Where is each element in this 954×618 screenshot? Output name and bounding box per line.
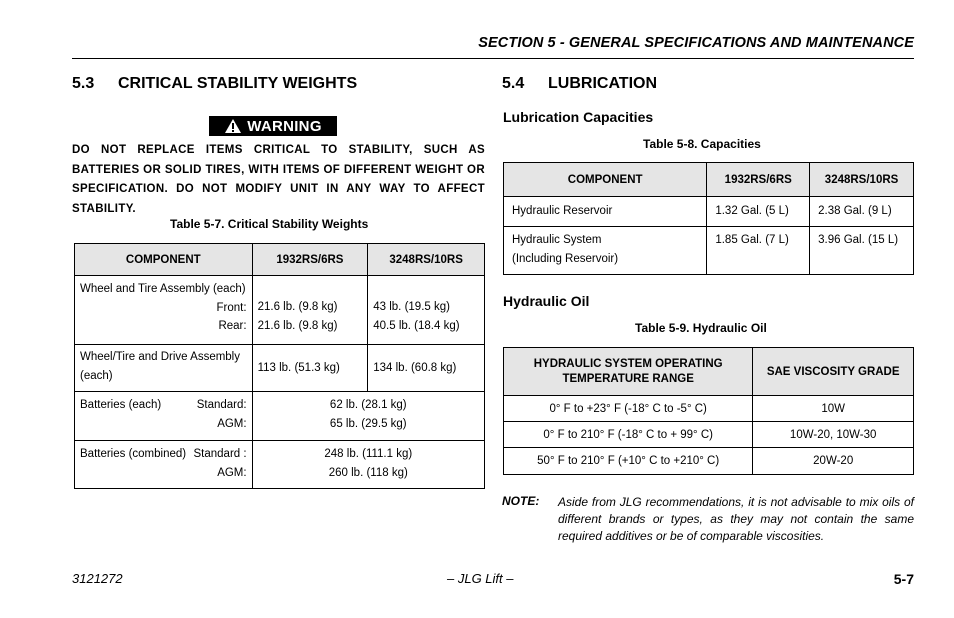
table-5-7-caption: Table 5-7. Critical Stability Weights (170, 217, 369, 231)
cell-value: 260 lb. (118 kg) (328, 466, 408, 479)
table-cell: 0° F to +23° F (-18° C to -5° C) (504, 396, 753, 422)
warning-text: DO NOT REPLACE ITEMS CRITICAL TO STABILITY, SUCH AS BATTERIES OR SOLID TIRES, WITH ITEMS OF DIFFERENT WEIGHT OR SPECIFICATION. DO NOT MODIFY UNIT IN ANY WAY TO AFFECT STABILITY. (72, 144, 485, 215)
header-line: HYDRAULIC SYSTEM OPERATING (533, 358, 723, 370)
cell-value: 1.32 Gal. (5 L) (715, 205, 789, 218)
col-header-3248rs: 3248RS/10RS (810, 163, 914, 197)
table-5-9-caption: Table 5-9. Hydraulic Oil (635, 321, 767, 335)
lubrication-capacities-heading: Lubrication Capacities (503, 109, 654, 125)
cell-value: Hydraulic System (512, 234, 602, 246)
section-title: LUBRICATION (548, 75, 658, 92)
table-cell (75, 441, 253, 489)
table-cell (252, 441, 484, 489)
header-line: TEMPERATURE RANGE (562, 373, 694, 385)
table-cell (252, 345, 368, 392)
table-5-8-caption: Table 5-8. Capacities (643, 137, 761, 151)
col-header-1932rs: 1932RS/6RS (252, 244, 368, 276)
table-row (504, 227, 914, 275)
page-number: 5-7 (893, 571, 914, 587)
col-header-1932rs: 1932RS/6RS (707, 163, 810, 197)
row-label: (each) (80, 369, 113, 382)
table-cell (504, 227, 707, 275)
table-cell (707, 227, 810, 275)
table-cell: 10W-20, 10W-30 (753, 422, 914, 448)
table-cell (75, 345, 253, 392)
cell-value: 134 lb. (60.8 kg) (373, 361, 457, 374)
capacities-table (503, 162, 914, 275)
footer-center-text: – JLG Lift – (447, 571, 514, 586)
standard-label: Standard: (196, 399, 247, 411)
document-number: 3121272 (72, 571, 123, 586)
hydraulic-oil-heading: Hydraulic Oil (503, 293, 590, 309)
table-row (75, 392, 485, 441)
cell-value: Hydraulic Reservoir (512, 205, 613, 218)
standard-label: Standard : (193, 448, 247, 460)
col-header-3248rs: 3248RS/10RS (368, 244, 485, 276)
cell-value: 2.38 Gal. (9 L) (818, 205, 892, 218)
warning-label: WARNING (247, 117, 322, 135)
section-number: 5.3 (72, 75, 95, 92)
table-cell (368, 345, 485, 392)
cell-value: (Including Reservoir) (512, 252, 619, 265)
cell-value: 65 lb. (29.5 kg) (329, 417, 407, 430)
table-row (75, 441, 485, 489)
section-heading-5-4 (502, 75, 657, 93)
cell-value: 21.6 lb. (9.8 kg) (257, 319, 338, 332)
row-label: Batteries (combined) (80, 448, 187, 460)
row-label: Wheel/Tire and Drive Assembly (80, 351, 240, 363)
hydraulic-oil-table (503, 347, 914, 475)
table-cell (810, 197, 914, 227)
table-cell (707, 197, 810, 227)
table-row (75, 276, 485, 345)
section-header: SECTION 5 - GENERAL SPECIFICATIONS AND MAINTENANCE (478, 35, 914, 51)
cell-value: 21.6 lb. (9.8 kg) (257, 301, 338, 313)
cell-value: 3.96 Gal. (15 L) (818, 234, 899, 246)
table-row (504, 197, 914, 227)
table-cell: 20W-20 (753, 448, 914, 475)
table-row (504, 396, 914, 422)
rear-label: Rear: (218, 320, 247, 332)
warning-triangle-icon (224, 118, 242, 134)
table-cell (75, 392, 253, 441)
cell-value: 248 lb. (111.1 kg) (324, 448, 413, 460)
table-cell (810, 227, 914, 275)
note-label: NOTE: (502, 494, 540, 508)
table-cell (252, 276, 368, 345)
note-text: Aside from JLG recommendations, it is not advisable to mix oils of different brands or types, as they may not contain the same required additives or be of comparable viscosities. (558, 495, 914, 543)
agm-label: AGM: (217, 417, 247, 430)
table-cell: 10W (753, 396, 914, 422)
table-row (504, 422, 914, 448)
cell-value: 43 lb. (19.5 kg) (373, 301, 450, 313)
col-header-component: COMPONENT (75, 244, 253, 276)
row-label: Batteries (each) (80, 399, 162, 411)
table-cell: 0° F to 210° F (-18° C to + 99° C) (504, 422, 753, 448)
col-header-viscosity-grade: SAE VISCOSITY GRADE (753, 348, 914, 396)
section-title: CRITICAL STABILITY WEIGHTS (118, 75, 358, 92)
section-heading-5-3 (72, 75, 357, 93)
table-cell (368, 276, 485, 345)
front-label: Front: (216, 301, 247, 314)
cell-value: 40.5 lb. (18.4 kg) (373, 319, 460, 332)
table-cell: 50° F to 210° F (+10° C to +210° C) (504, 448, 753, 475)
row-label: Wheel and Tire Assembly (each) (80, 283, 246, 295)
header-divider (72, 58, 914, 59)
table-cell (75, 276, 253, 345)
warning-banner (209, 116, 337, 136)
col-header-temperature-range (504, 348, 753, 396)
table-row (75, 345, 485, 392)
critical-stability-weights-table (74, 243, 485, 489)
table-cell (252, 392, 484, 441)
cell-value: 62 lb. (28.1 kg) (329, 399, 407, 411)
cell-value: 113 lb. (51.3 kg) (257, 361, 340, 374)
cell-value: 1.85 Gal. (7 L) (715, 234, 789, 246)
section-number: 5.4 (502, 75, 525, 92)
agm-label: AGM: (217, 466, 247, 479)
table-cell (504, 197, 707, 227)
table-row (504, 448, 914, 475)
col-header-component: COMPONENT (504, 163, 707, 197)
